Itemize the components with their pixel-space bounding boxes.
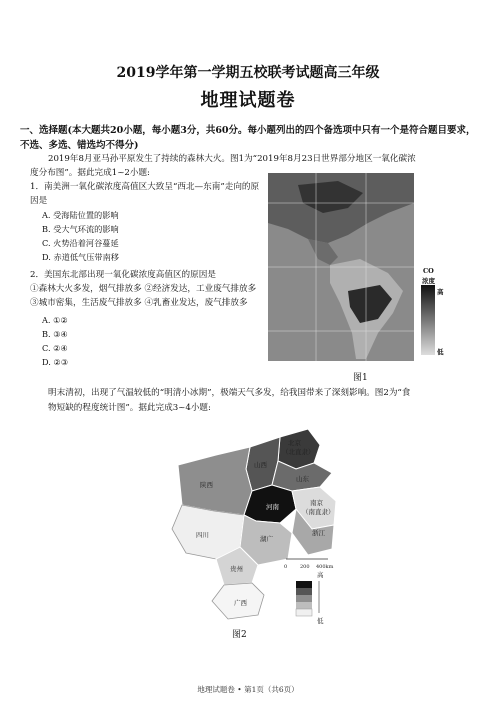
q2-option-b: B. ③④	[42, 329, 68, 339]
paper-subject-title: 地理试题卷	[200, 90, 296, 111]
intro-line-1: 2019年8月亚马孙平原发生了持续的森林大火。图1为“2019年8月23日世界部分地区一氧化碳浓	[48, 154, 416, 164]
legend-swatch-1	[296, 581, 312, 588]
q2-option-d: D. ②③	[42, 357, 69, 367]
page-footer: 地理试题卷 • 第1页（共6页）	[197, 685, 299, 694]
exam-title: 2019学年第一学期五校联考试题高三年级	[116, 65, 380, 81]
food-shortage-map	[168, 425, 348, 625]
section-heading: 一、选择题(本大题共20小题，每小题3分，共60分。每小题列出的四个备选项中只有一个是符合题目要求，不选、多选、错选均不得分)	[20, 125, 476, 151]
co-legend-low: 低	[437, 348, 444, 356]
label-zhejiang: 浙江	[312, 529, 325, 537]
q1-option-a: A. 受海陆位置的影响	[42, 210, 119, 220]
co-concentration-map	[268, 173, 414, 361]
food-shortage-map-graphic	[168, 425, 348, 625]
question-1-stem: 1．南美洲一氧化碳浓度高值区大致呈“西北—东南”走向的原因是	[30, 182, 260, 206]
map-legend-low: 低	[317, 617, 324, 625]
co-legend-title: CO	[423, 267, 434, 275]
label-shanxi: 山西	[254, 461, 267, 469]
scale-200: 200	[300, 564, 310, 570]
question-2-stem: 2．美国东北部出现一氧化碳浓度高值区的原因是	[30, 270, 216, 280]
label-nanjing: 南京 （南直隶）	[302, 499, 335, 516]
co-map-graphic	[268, 173, 414, 361]
q2-option-c: C. ②④	[42, 343, 68, 353]
legend-swatch-3	[296, 595, 312, 602]
question-2-line-2: ①森林大火多发，烟气排放多 ②经济发达，工业废气排放多	[30, 284, 257, 294]
figure-1-caption: 图1	[353, 373, 368, 383]
label-sichuan: 四川	[196, 531, 209, 539]
region-shaanxi	[178, 447, 252, 515]
label-guangxi: 广西	[234, 599, 247, 607]
label-shaanxi: 陕西	[200, 481, 213, 489]
q1-option-c: C. 火势沿着河谷蔓延	[42, 238, 119, 248]
intro-line-2: 度分布图”。据此完成1~2小题:	[30, 168, 150, 178]
label-guizhou: 贵州	[230, 565, 243, 573]
scale-0: 0	[284, 564, 288, 570]
question-2-line-3: ③城市密集，生活废气排放多 ④乳畜业发达，废气排放多	[30, 298, 248, 308]
section-2-intro-line-2: 物短缺的程度统计图”。据此完成3~4小题:	[48, 403, 211, 413]
scale-400: 400km	[316, 564, 334, 570]
co-legend-high: 高	[437, 288, 444, 296]
label-huguang: 湖广	[260, 535, 273, 543]
legend-swatch-2	[296, 588, 312, 595]
label-shandong: 山东	[296, 475, 309, 483]
q1-option-b: B. 受大气环流的影响	[42, 224, 119, 234]
label-henan: 河南	[266, 503, 279, 511]
co-legend-subtitle: 浓度	[422, 277, 435, 285]
q2-option-a: A. ①②	[42, 315, 68, 325]
co-legend-gradient	[421, 285, 435, 355]
legend-swatch-4	[296, 602, 312, 609]
label-beijing: 北京 （北直隶）	[282, 439, 315, 456]
q1-option-d: D. 赤道低气压带南移	[42, 252, 119, 262]
section-2-intro-line-1: 明末清初，出现了气温较低的“明清小冰期”，极端天气多发，给我国带来了深刻影响。图2为“食	[48, 388, 411, 398]
map-legend-high: 高	[317, 571, 324, 579]
figure-2-caption: 图2	[232, 630, 247, 640]
legend-swatch-5	[296, 609, 312, 616]
